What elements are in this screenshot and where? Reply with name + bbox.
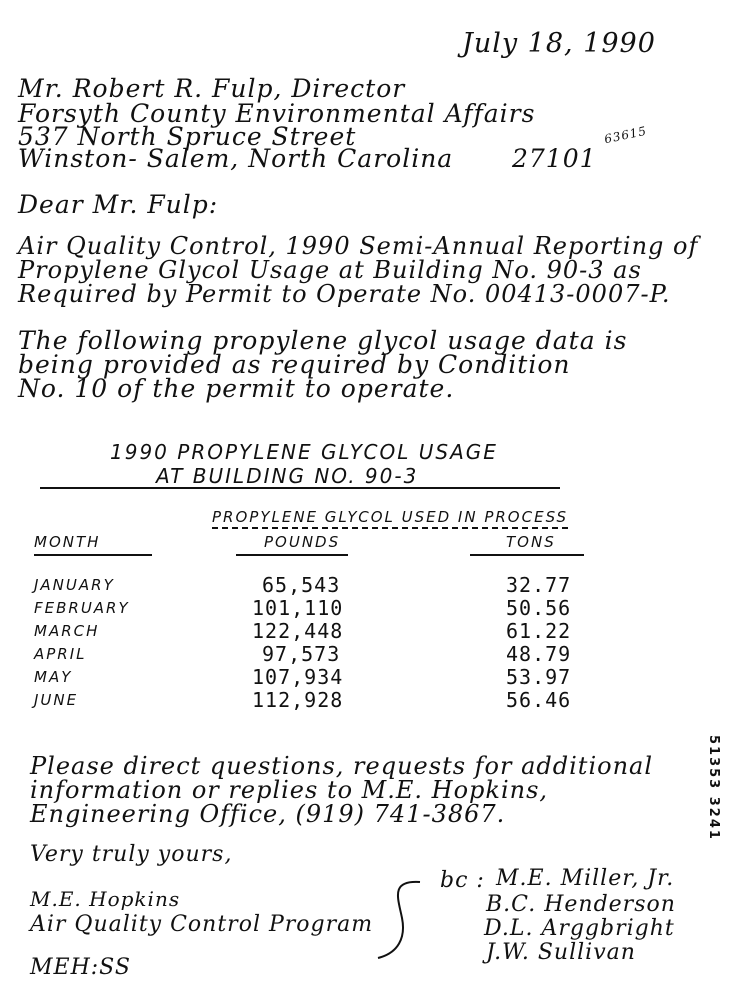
row-tons: 61.22 bbox=[506, 619, 572, 643]
row-month: MAY bbox=[34, 668, 73, 686]
addressee-street: 537 North Spruce Street bbox=[18, 122, 357, 151]
letter-date: July 18, 1990 bbox=[462, 28, 656, 59]
addressee-city: Winston- Salem, North Carolina bbox=[18, 144, 454, 173]
signoff: Very truly yours, bbox=[30, 842, 233, 867]
closing-line-2: information or replies to M.E. Hopkins, bbox=[30, 776, 549, 804]
bc-label: bc : bbox=[440, 868, 485, 893]
subject-line-2: Propylene Glycol Usage at Building No. 90-3 as bbox=[18, 256, 642, 284]
title-underline bbox=[40, 487, 560, 489]
row-pounds: 65,543 bbox=[262, 573, 341, 597]
bc-recipient: J.W. Sullivan bbox=[486, 940, 636, 965]
col-header-tons: TONS bbox=[470, 533, 584, 556]
row-pounds: 112,928 bbox=[252, 688, 344, 712]
closing-line-3: Engineering Office, (919) 741-3867. bbox=[30, 800, 506, 828]
bracket-mark bbox=[368, 878, 428, 968]
row-month: MARCH bbox=[34, 622, 100, 640]
table-title-line-1: 1990 PROPYLENE GLYCOL USAGE bbox=[110, 440, 498, 464]
signer-name: M.E. Hopkins bbox=[30, 887, 181, 911]
group-header: PROPYLENE GLYCOL USED IN PROCESS bbox=[212, 508, 568, 529]
row-tons: 32.77 bbox=[506, 573, 572, 597]
row-pounds: 97,573 bbox=[262, 642, 341, 666]
row-month: APRIL bbox=[34, 645, 87, 663]
subject-line-3: Required by Permit to Operate No. 00413-0007-P. bbox=[18, 280, 671, 308]
body-line-2: being provided as required by Condition bbox=[18, 350, 571, 379]
closing-line-1: Please direct questions, requests for additional bbox=[30, 752, 654, 780]
row-month: FEBRUARY bbox=[34, 599, 130, 617]
addressee-org: Forsyth County Environmental Affairs bbox=[18, 99, 536, 128]
body-line-3: No. 10 of the permit to operate. bbox=[18, 374, 455, 403]
subject-line-1: Air Quality Control, 1990 Semi-Annual Reporting of bbox=[18, 232, 699, 260]
row-tons: 53.97 bbox=[506, 665, 572, 689]
salutation: Dear Mr. Fulp: bbox=[18, 190, 219, 219]
bc-recipient: B.C. Henderson bbox=[486, 892, 676, 917]
row-month: JUNE bbox=[34, 691, 79, 709]
row-tons: 50.56 bbox=[506, 596, 572, 620]
table-title-line-2: AT BUILDING NO. 90-3 bbox=[156, 464, 419, 488]
row-month: JANUARY bbox=[34, 576, 115, 594]
row-pounds: 101,110 bbox=[252, 596, 344, 620]
row-tons: 56.46 bbox=[506, 688, 572, 712]
body-line-1: The following propylene glycol usage data is bbox=[18, 326, 628, 355]
typist-initials: MEH:SS bbox=[30, 955, 131, 980]
addressee-name: Mr. Robert R. Fulp, Director bbox=[18, 74, 406, 103]
row-pounds: 122,448 bbox=[252, 619, 344, 643]
row-pounds: 107,934 bbox=[252, 665, 344, 689]
bc-recipient: M.E. Miller, Jr. bbox=[496, 866, 675, 891]
signer-program: Air Quality Control Program bbox=[30, 912, 374, 937]
row-tons: 48.79 bbox=[506, 642, 572, 666]
addressee-zip: 27101 bbox=[512, 144, 597, 173]
col-header-month: MONTH bbox=[34, 533, 152, 556]
file-mark: 63615 bbox=[603, 123, 649, 147]
col-header-pounds: POUNDS bbox=[236, 533, 348, 556]
document-number: 51353 3241 bbox=[706, 735, 721, 841]
bc-recipient: D.L. Arggbright bbox=[484, 916, 675, 941]
